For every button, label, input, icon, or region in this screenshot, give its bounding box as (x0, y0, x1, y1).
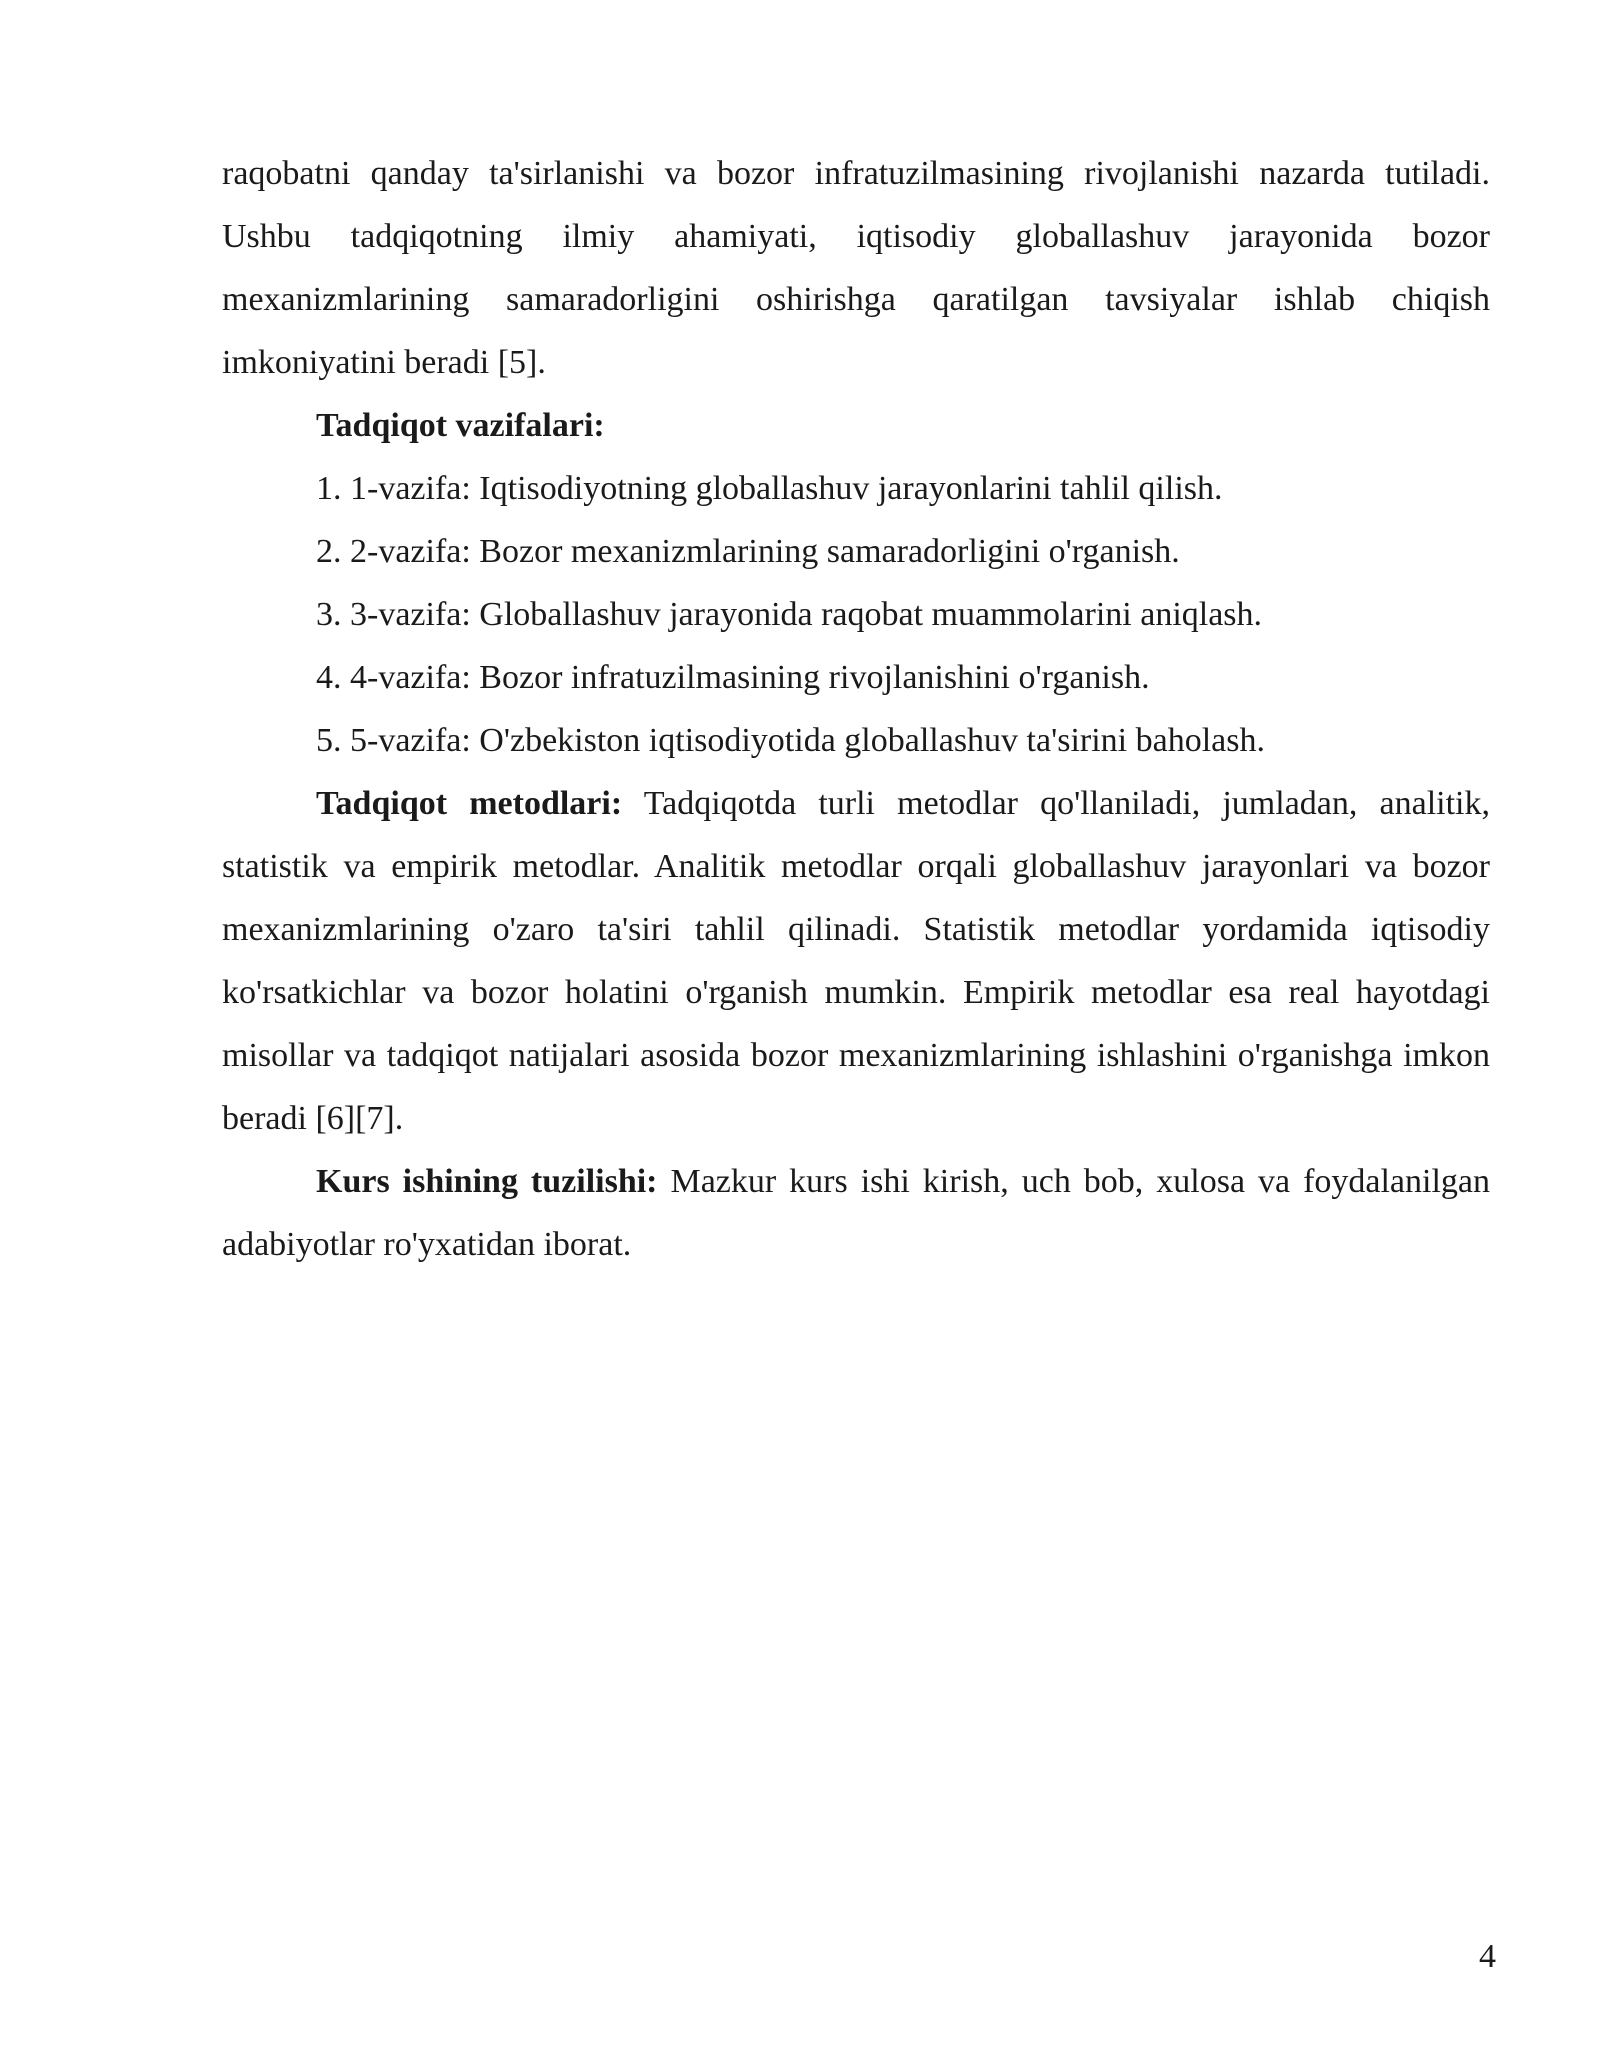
methods-paragraph (222, 772, 1490, 1150)
task-item-5: 5. 5-vazifa: O'zbekiston iqtisodiyotida globallashuv ta'sirini baholash. (316, 722, 1265, 759)
structure-label: Kurs ishining tuzilishi: (316, 1163, 658, 1200)
task-item-3: 3. 3-vazifa: Globallashuv jarayonida raqobat muammolarini aniqlash. (316, 596, 1263, 633)
structure-paragraph (222, 1150, 1490, 1276)
methods-label: Tadqiqot metodlari: (316, 785, 623, 822)
tasks-heading: Tadqiqot vazifalari: (316, 407, 605, 444)
page-number: 4 (1479, 1938, 1496, 1975)
methods-text: Tadqiqotda turli metodlar qo'llaniladi, jumladan, analitik, statistik va empirik metodlar. Analitik metodlar orqali globallashuv jarayonlari va bozor mexanizmlarining o'zaro ta'siri tahlil qilinadi. Statistik metodlar yordamida iqtisodiy ko'rsatkichlar va bozor holatini o'rganish mumkin. Empirik metodlar esa real hayotdagi misollar va tadqiqot natijalari asosida bozor mexanizmlarining ishlashini o'rganishga imkon beradi [6][7]. (222, 785, 1490, 1137)
structure-text: Mazkur kurs ishi kirish, uch bob, xulosa va foydalanilgan adabiyotlar ro'yxatidan iborat. (222, 1163, 1491, 1263)
page-content (222, 142, 1490, 1276)
intro-paragraph: raqobatni qanday ta'sirlanishi va bozor infratuzilmasining rivojlanishi nazarda tutiladi. Ushbu tadqiqotning ilmiy ahamiyati, iqtisodiy globallashuv jarayonida bozor mexanizmlarining samaradorligini oshirishga qaratilgan tavsiyalar ishlab chiqish imkoniyatini beradi [5]. (222, 155, 1490, 381)
task-item-1: 1. 1-vazifa: Iqtisodiyotning globallashuv jarayonlarini tahlil qilish. (316, 470, 1223, 507)
task-item-2: 2. 2-vazifa: Bozor mexanizmlarining samaradorligini o'rganish. (316, 533, 1180, 570)
task-item-4: 4. 4-vazifa: Bozor infratuzilmasining rivojlanishini o'rganish. (316, 659, 1150, 696)
